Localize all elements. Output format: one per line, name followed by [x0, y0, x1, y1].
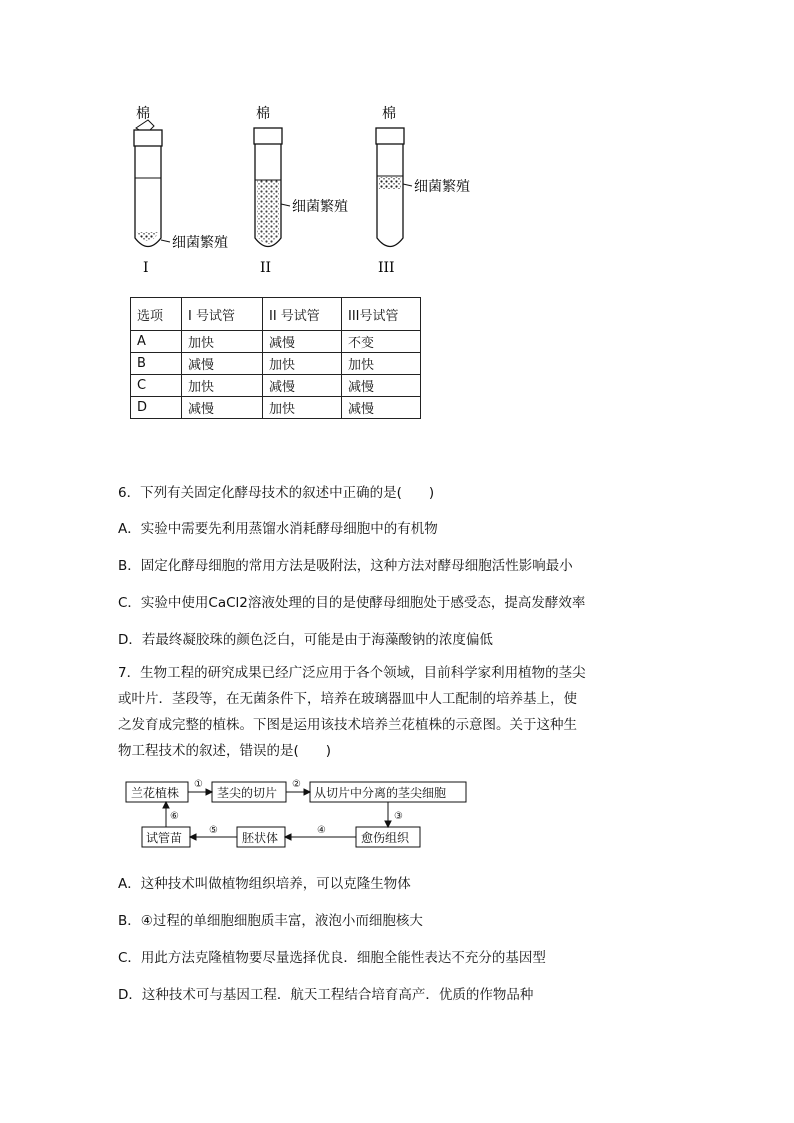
q7-option-c: C．用此方法克隆植物要尽量选择优良．细胞全能性表达不充分的基因型 — [118, 950, 546, 966]
table-cell: 减慢 — [182, 397, 263, 419]
tube-numeral-3: III — [378, 260, 395, 276]
q6-stem: 6．下列有关固定化酵母技术的叙述中正确的是( ) — [118, 485, 435, 501]
table-cell: 加快 — [182, 331, 263, 353]
flow-step-1: ① — [194, 779, 203, 790]
table-row — [131, 331, 421, 353]
tube-numeral-2: II — [260, 260, 272, 276]
table-cell: 减慢 — [263, 331, 342, 353]
table-cell: 加快 — [263, 397, 342, 419]
table-header-row — [131, 298, 421, 331]
flow-step-5: ⑤ — [209, 825, 218, 836]
q7-option-b: B．④过程的单细胞细胞质丰富，液泡小而细胞核大 — [118, 913, 423, 929]
bacteria-growth-whole — [257, 180, 279, 244]
bacteria-growth-top — [379, 177, 401, 189]
cotton-label-1: 棉 — [136, 106, 150, 122]
flow-step-4: ④ — [317, 825, 326, 836]
table-cell: 减慢 — [182, 353, 263, 375]
growth-label-3: 细菌繁殖 — [414, 179, 470, 195]
flow-node-5-label: 胚状体 — [242, 831, 279, 845]
table-cell: C — [131, 375, 182, 397]
table-header-cell: I 号试管 — [182, 298, 263, 331]
tissue-culture-flow-diagram — [120, 775, 480, 850]
table-header-cell: 选项 — [131, 298, 182, 331]
flow-step-6: ⑥ — [170, 811, 179, 822]
cotton-label-2: 棉 — [256, 106, 270, 122]
q6-option-d: D．若最终凝胶珠的颜色泛白，可能是由于海藻酸钠的浓度偏低 — [118, 632, 493, 648]
growth-label-2: 细菌繁殖 — [292, 199, 348, 215]
table-cell: 加快 — [182, 375, 263, 397]
table-cell: B — [131, 353, 182, 375]
table-cell: 减慢 — [342, 375, 421, 397]
table-cell: 减慢 — [342, 397, 421, 419]
table-row — [131, 353, 421, 375]
table-cell: 加快 — [263, 353, 342, 375]
flow-node-1-label: 兰花植株 — [131, 786, 180, 800]
q6-option-a: A．实验中需要先利用蒸馏水消耗酵母细胞中的有机物 — [118, 521, 438, 537]
bacteria-growth-bottom — [137, 232, 159, 241]
cotton-plug — [134, 130, 162, 146]
table-header-cell: II 号试管 — [263, 298, 342, 331]
table-cell: D — [131, 397, 182, 419]
table-header-cell: III号试管 — [342, 298, 421, 331]
q7-option-a: A．这种技术叫做植物组织培养，可以克隆生物体 — [118, 876, 411, 892]
q6-option-b: B．固定化酵母细胞的常用方法是吸附法，这种方法对酵母细胞活性影响最小 — [118, 558, 573, 574]
table-cell: A — [131, 331, 182, 353]
flow-step-3: ③ — [394, 811, 403, 822]
table-row — [131, 375, 421, 397]
q7-stem: 7．生物工程的研究成果已经广泛应用于各个领域，目前科学家利用植物的茎尖或叶片．茎段等，在无菌条件下，培养在玻璃器皿中人工配制的培养基上，使之发育成完整的植株。下图是运用该技术培养兰花植株的示意图。关于这种生物工程技术的叙述，错误的是( ) — [118, 665, 586, 759]
table-row — [131, 397, 421, 419]
q7-option-d: D．这种技术可与基因工程．航天工程结合培育高产．优质的作物品种 — [118, 987, 534, 1003]
tube-2 — [254, 105, 348, 276]
table-cell: 不变 — [342, 331, 421, 353]
table-cell: 减慢 — [263, 375, 342, 397]
growth-label-1: 细菌繁殖 — [172, 235, 228, 251]
q6-option-c: C．实验中使用CaCl2溶液处理的目的是使酵母细胞处于感受态，提高发酵效率 — [118, 595, 586, 611]
flow-node-2-label: 茎尖的切片 — [217, 786, 278, 800]
flow-node-3-label: 从切片中分离的茎尖细胞 — [314, 786, 447, 800]
test-tube-figure — [120, 100, 520, 280]
tube-numeral-1: I — [143, 260, 149, 276]
flow-node-4-label: 愈伤组织 — [361, 831, 410, 845]
tube-1 — [134, 105, 228, 276]
options-table — [130, 297, 421, 419]
cotton-label-3: 棉 — [382, 106, 396, 122]
flow-step-2: ② — [292, 779, 301, 790]
table-cell: 加快 — [342, 353, 421, 375]
tube-3 — [376, 105, 470, 276]
flow-node-6-label: 试管苗 — [146, 831, 183, 845]
